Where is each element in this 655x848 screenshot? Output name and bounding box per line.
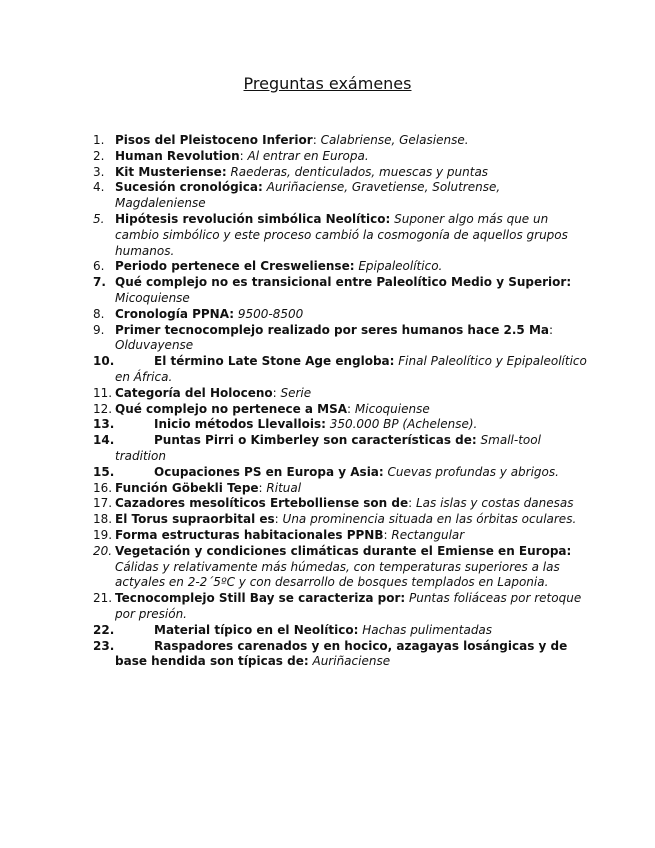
item-answer: Micoquiense [115, 290, 190, 305]
item-number: 4. [93, 180, 105, 195]
item-answer: Cálidas y relativamente más húmedas, con temperaturas superiores a las actyales en 2-2´5ºC y con desarrollo de bosques templados en Laponia. [115, 559, 560, 590]
list-item [93, 275, 593, 307]
item-answer: Suponer algo más que un cambio simbólico y este proceso cambió la cosmogonía de aquellos grupos humanos. [115, 211, 568, 258]
item-number: 22. [93, 622, 115, 637]
item-question: El Torus supraorbital es [115, 512, 275, 527]
item-number: 21. [93, 591, 113, 606]
page-title: Preguntas exámenes [243, 74, 412, 93]
question-list [93, 133, 593, 670]
item-number: 9. [93, 322, 105, 337]
item-question: Categoría del Holoceno [115, 385, 273, 400]
item-question: Tecnocomplejo Still Bay se caracteriza por: [115, 591, 406, 606]
list-item [93, 591, 593, 623]
item-number: 5. [93, 211, 105, 226]
item-separator: : [408, 496, 413, 511]
item-question: Hipótesis revolución simbólica Neolítico: [115, 211, 391, 226]
item-number: 12. [93, 401, 113, 416]
item-separator: : [347, 401, 352, 416]
item-question: Human Revolution [115, 148, 240, 163]
list-item [93, 165, 593, 181]
item-number: 1. [93, 133, 105, 147]
item-answer: Cuevas profundas y abrigos. [383, 464, 559, 479]
item-answer: 350.000 BP (Achelense). [325, 417, 478, 432]
list-item [93, 623, 593, 639]
list-item [93, 259, 593, 275]
item-number: 16. [93, 480, 113, 495]
item-number: 20. [93, 543, 113, 558]
list-item [93, 544, 593, 591]
item-number: 10. [93, 354, 115, 369]
list-item [93, 496, 593, 512]
item-answer: Final Paleolítico y Epipaleolítico en África. [115, 354, 587, 384]
item-number: 8. [93, 306, 105, 321]
item-separator: : [272, 385, 277, 400]
item-question: Primer tecnocomplejo realizado por seres humanos hace 2.5 Ma [115, 322, 549, 337]
list-item [93, 481, 593, 497]
item-separator: : [258, 480, 263, 495]
item-separator: : [548, 322, 554, 337]
item-question: Periodo pertenece el Cresweliense: [115, 259, 355, 274]
item-question: Cazadores mesolíticos Ertebolliense son de [115, 496, 409, 511]
item-answer: 9500-8500 [234, 306, 304, 321]
item-number: 7. [93, 275, 106, 290]
item-answer: Raederas, denticulados, muescas y puntas [226, 164, 489, 179]
list-item [93, 212, 593, 259]
item-number: 13. [93, 417, 115, 432]
item-question: Puntas Pirri o Kimberley son características de: [154, 433, 477, 448]
item-separator: : [239, 148, 244, 163]
item-question: Raspadores carenados y en hocico, azagayas losángicas y de base hendida son típicas de: [115, 638, 568, 669]
item-question: Qué complejo no es transicional entre Paleolítico Medio y Superior: [115, 275, 572, 290]
item-number: 3. [93, 164, 105, 179]
item-question: Inicio métodos Llevallois: [154, 417, 326, 432]
list-item [93, 528, 593, 544]
item-question: Función Göbekli Tepe [115, 480, 259, 495]
item-number: 6. [93, 259, 105, 274]
item-answer: Serie [276, 385, 312, 400]
item-answer: Al entrar en Europa. [243, 148, 369, 163]
item-question: Kit Musteriense: [115, 164, 227, 179]
item-answer: Epipaleolítico. [354, 259, 443, 274]
item-answer: Ritual [262, 480, 302, 495]
list-item [93, 639, 593, 671]
item-separator: : [383, 527, 388, 542]
list-item [93, 133, 593, 149]
item-question: Ocupaciones PS en Europa y Asia: [154, 464, 384, 479]
list-item [93, 465, 593, 481]
item-question: Vegetación y condiciones climáticas durante el Emiense en Europa: [115, 543, 572, 558]
item-answer: Auriñaciense [308, 654, 391, 669]
item-question: Cronología PPNA: [115, 306, 235, 321]
item-number: 11. [93, 385, 113, 400]
item-answer: Una prominencia situada en las órbitas oculares. [278, 512, 577, 527]
item-number: 14. [93, 433, 115, 448]
item-separator: : [312, 133, 317, 147]
item-separator: : [274, 512, 279, 527]
list-item [93, 512, 593, 528]
list-item [93, 433, 593, 465]
item-answer: Rectangular [387, 527, 465, 542]
item-question: El término Late Stone Age engloba: [154, 354, 395, 369]
list-item [93, 354, 593, 386]
item-question: Qué complejo no pertenece a MSA [115, 401, 348, 416]
item-number: 15. [93, 464, 115, 479]
item-number: 23. [93, 638, 115, 653]
item-question: Sucesión cronológica: [115, 180, 263, 195]
list-item [93, 149, 593, 165]
item-answer: Micoquiense [351, 401, 430, 416]
item-number: 18. [93, 512, 113, 527]
item-question: Pisos del Pleistoceno Inferior [115, 133, 313, 147]
item-answer: Puntas foliáceas por retoque por presión. [115, 591, 582, 621]
item-question: Material típico en el Neolítico: [154, 622, 359, 637]
list-item [93, 323, 593, 355]
list-item [93, 402, 593, 418]
item-answer: Auriñaciense, Gravetiense, Solutrense, Magdaleniense [115, 180, 501, 211]
item-answer: Olduvayense [115, 338, 194, 353]
item-answer: Calabriense, Gelasiense. [316, 133, 469, 147]
list-item [93, 307, 593, 323]
item-number: 17. [93, 496, 113, 511]
item-number: 2. [93, 148, 105, 163]
item-question: Forma estructuras habitacionales PPNB [115, 527, 384, 542]
item-answer: Las islas y costas danesas [412, 496, 574, 511]
list-item [93, 417, 593, 433]
list-item [93, 386, 593, 402]
list-item [93, 180, 593, 212]
item-number: 19. [93, 527, 113, 542]
item-answer: Hachas pulimentadas [358, 622, 493, 637]
item-answer: Small-tool tradition [115, 433, 541, 463]
